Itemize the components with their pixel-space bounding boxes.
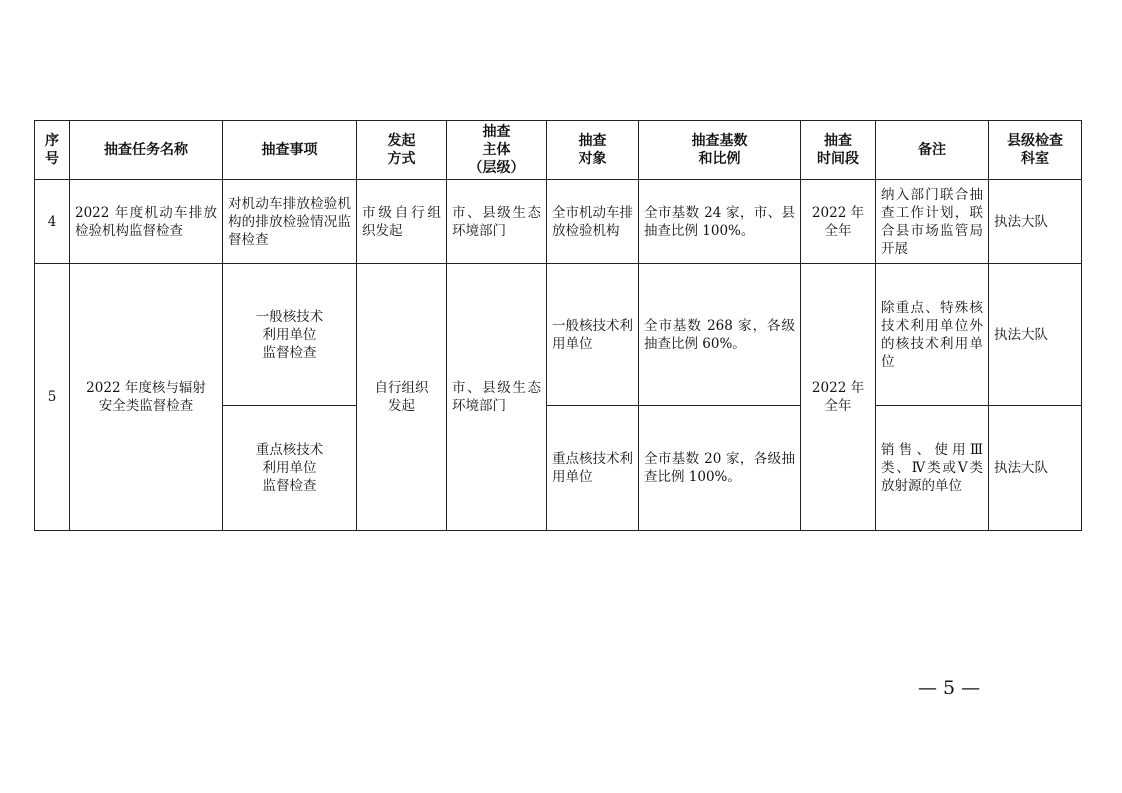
- row5-task: 2022 年度核与辐射 安全类监督检查: [70, 264, 223, 531]
- header-note: 备注: [876, 121, 989, 180]
- row4-note: 纳入部门联合抽查工作计划，联合县市场监管局开展: [876, 180, 989, 264]
- header-task-name: 抽查任务名称: [70, 121, 223, 180]
- row4-no: 4: [35, 180, 70, 264]
- row4-item: 对机动车排放检验机构的排放检验情况监督检查: [223, 180, 357, 264]
- row5b-note: 销售、使用Ⅲ类、Ⅳ类或Ⅴ类放射源的单位: [876, 406, 989, 531]
- inspection-table: [34, 120, 1082, 531]
- row5b-dept: 执法大队: [989, 406, 1082, 531]
- header-method: 发起 方式: [357, 121, 447, 180]
- row4-method: 市级自行组织发起: [357, 180, 447, 264]
- row4-object: 全市机动车排放检验机构: [547, 180, 639, 264]
- row5-no: 5: [35, 264, 70, 531]
- header-item: 抽查事项: [223, 121, 357, 180]
- row4-period: 2022 年 全年: [801, 180, 876, 264]
- row4-base: 全市基数 24 家，市、县抽查比例 100%。: [639, 180, 801, 264]
- row5b-base: 全市基数 20 家，各级抽查比例 100%。: [639, 406, 801, 531]
- row4-task: 2022 年度机动车排放检验机构监督检查: [70, 180, 223, 264]
- row5a-item: 一般核技术 利用单位 监督检查: [223, 264, 357, 406]
- header-subject: 抽查 主体 （层级）: [447, 121, 547, 180]
- header-period: 抽查 时间段: [801, 121, 876, 180]
- row4-subject: 市、县级生态环境部门: [447, 180, 547, 264]
- row5b-item: 重点核技术 利用单位 监督检查: [223, 406, 357, 531]
- row5a-note: 除重点、特殊核技术利用单位外的核技术利用单位: [876, 264, 989, 406]
- row5a-object: 一般核技术利用单位: [547, 264, 639, 406]
- page-number: — 5 —: [918, 677, 981, 699]
- header-no: 序 号: [35, 121, 70, 180]
- row5-period: 2022 年 全年: [801, 264, 876, 531]
- header-dept: 县级检查 科室: [989, 121, 1082, 180]
- row5b-object: 重点核技术利用单位: [547, 406, 639, 531]
- header-row: [35, 121, 1082, 180]
- header-object: 抽查 对象: [547, 121, 639, 180]
- row5a-base: 全市基数 268 家，各级抽查比例 60%。: [639, 264, 801, 406]
- table-row: [35, 264, 1082, 406]
- table-row: [35, 180, 1082, 264]
- row4-dept: 执法大队: [989, 180, 1082, 264]
- row5a-dept: 执法大队: [989, 264, 1082, 406]
- row5-subject: 市、县级生态环境部门: [447, 264, 547, 531]
- header-base-ratio: 抽查基数 和比例: [639, 121, 801, 180]
- row5-method: 自行组织 发起: [357, 264, 447, 531]
